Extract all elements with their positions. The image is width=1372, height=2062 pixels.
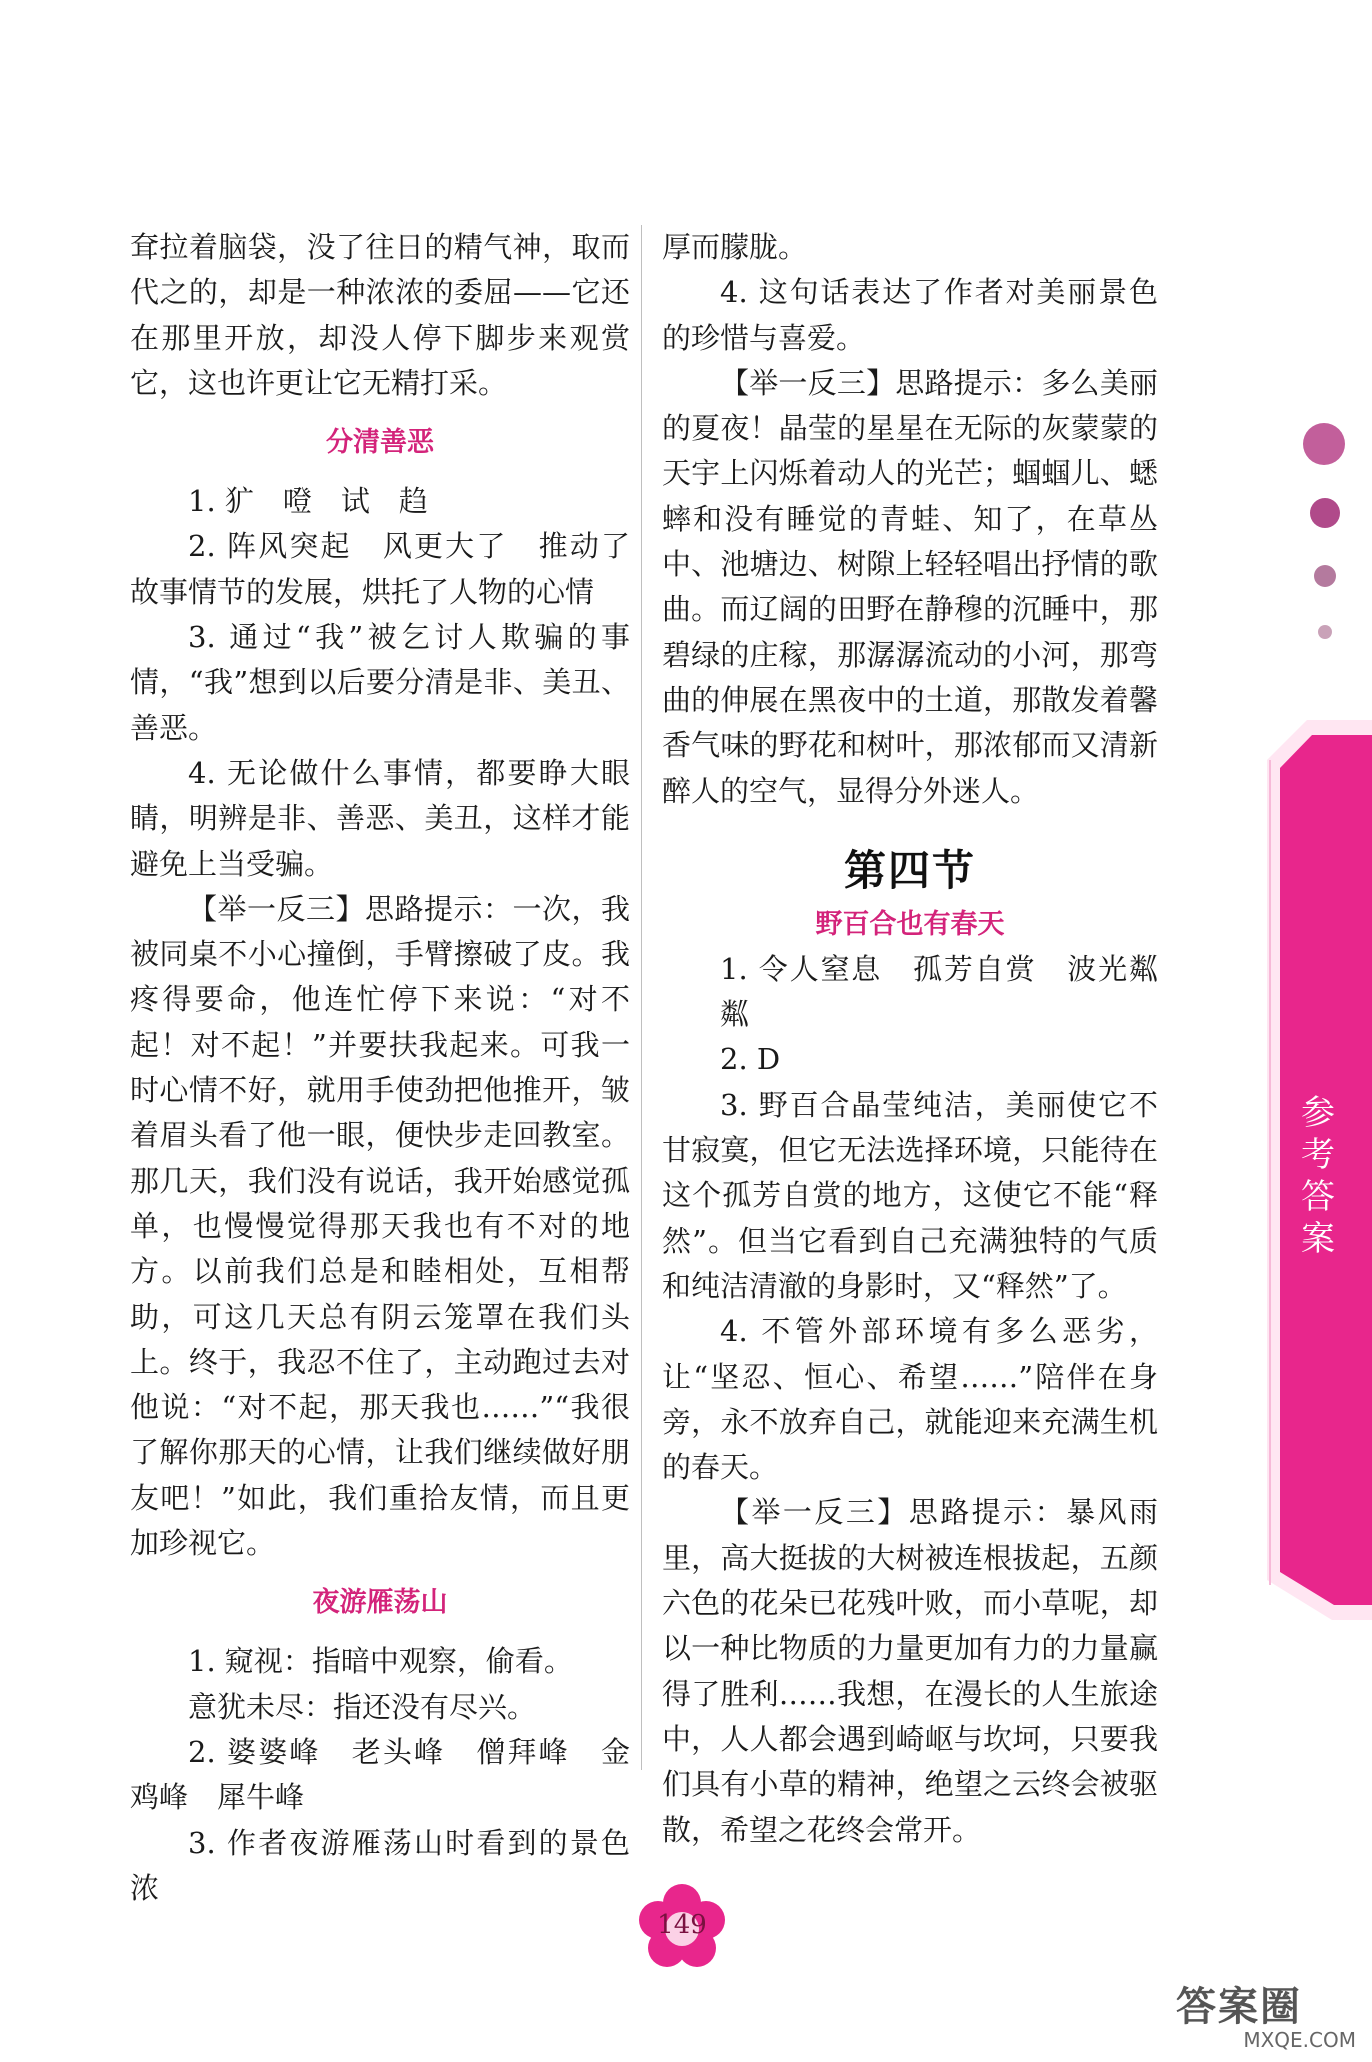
answer-item: 1. 令人窒息 孤芳自赏 波光粼粼 — [720, 951, 1158, 1032]
left-column — [130, 225, 630, 1911]
answer-item: 1. 犷 噔 试 趋 — [188, 484, 428, 519]
decor-dot-4 — [1318, 625, 1332, 639]
paragraph: 厚而朦胧。 — [662, 230, 808, 264]
side-decoration — [1212, 0, 1372, 2062]
paragraph: 耷拉着脑袋，没了往日的精气神，取而代之的，却是一种浓浓的委屈——它还在那里开放，却没人停下脚步来观赏它，这也许更让它无精打采。 — [130, 230, 630, 400]
answer-item: 1. 窥视：指暗中观察，偷看。 — [188, 1644, 573, 1679]
answer-item: 【举一反三】思路提示：一次，我被同桌不小心撞倒，手臂擦破了皮。我疼得要命，他连忙停下来说：“对不起！对不起！”并要扶我起来。可我一时心情不好，就用手使劲把他推开，皱着眉头看了他一眼，便快步走回教室。那几天，我们没有说话，我开始感觉孤单，也慢慢觉得那天我也有不对的地方。以前我们总是和睦相处，互相帮助，可这几天总有阴云笼罩在我们头上。终于，我忍不住了，主动跑过去对他说：“对不起，那天我也……”“我很了解你那天的心情，让我们继续做好朋友吧！”如此，我们重拾友情，而且更加珍视它。 — [130, 891, 630, 1561]
watermark — [1176, 1985, 1366, 2051]
answer-item: 2. D — [720, 1042, 781, 1077]
subheading: 夜游雁荡山 — [312, 1587, 448, 1619]
answer-item: 【举一反三】思路提示：暴风雨里，高大挺拔的大树被连根拔起，五颜六色的花朵已花残叶败，而小草呢，却以一种比物质的力量更加有力的力量赢得了胜利……我想，在漫长的人生旅途中，人人都会遇到崎岖与坎坷，只要我们具有小草的精神，绝望之云终会被驱散，希望之花终会常开。 — [662, 1495, 1158, 1847]
decor-dot-2 — [1310, 498, 1340, 528]
answer-item: 4. 无论做什么事情，都要睁大眼睛，明辨是非、善恶、美丑，这样才能避免上当受骗。 — [130, 755, 630, 881]
spacer — [130, 465, 630, 479]
answer-item: 2. 阵风突起 风更大了 推动了故事情节的发展，烘托了人物的心情 — [130, 529, 630, 609]
decor-dot-3 — [1314, 565, 1336, 587]
column-divider — [641, 225, 642, 1770]
answer-item: 4. 不管外部环境有多么恶劣，让“坚忍、恒心、希望……”陪伴在身旁，永不放弃自己，就能迎来充满生机的春天。 — [662, 1314, 1158, 1485]
subheading: 分清善恶 — [326, 427, 434, 459]
answer-item: 3. 野百合晶莹纯洁，美丽使它不甘寂寞，但它无法选择环境，只能待在这个孤芳自赏的地方，这使它不能“释然”。但当它看到自己充满独特的气质和纯洁清澈的身影时，又“释然”了。 — [662, 1087, 1158, 1303]
answer-item: 3. 通过“我”被乞讨人欺骗的事情，“我”想到以后要分清是非、美丑、善恶。 — [130, 620, 630, 745]
spacer — [130, 1566, 630, 1580]
watermark-logo: 答案圈 — [1176, 1984, 1302, 2030]
spacer — [662, 814, 1158, 840]
decor-dot-1 — [1303, 423, 1345, 465]
section-title: 第四节 — [843, 845, 976, 895]
answer-item: 4. 这句话表达了作者对美丽景色的珍惜与喜爱。 — [662, 275, 1158, 355]
page-number: 149 — [657, 1910, 707, 1940]
right-column — [662, 225, 1158, 1853]
subheading: 野百合也有春天 — [815, 908, 1005, 940]
answer-item: 【举一反三】思路提示：多么美丽的夏夜！晶莹的星星在无际的灰蒙蒙的天宇上闪烁着动人的光芒；蝈蝈儿、蟋蟀和没有睡觉的青蛙、知了，在草丛中、池塘边、树隙上轻轻唱出抒情的歌曲。而辽阔的田野在静穆的沉睡中，那碧绿的庄稼，那潺潺流动的小河，那弯曲的伸展在黑夜中的土道，那散发着馨香气味的野花和树叶，那浓郁而又清新醉人的空气，显得分外迷人。 — [662, 365, 1158, 808]
answer-item: 2. 婆婆峰 老头峰 僧拜峰 金鸡峰 犀牛峰 — [130, 1734, 630, 1815]
side-label: 参考答案 — [1301, 1093, 1335, 1259]
answer-item: 3. 作者夜游雁荡山时看到的景色浓 — [130, 1825, 630, 1905]
answer-item: 意犹未尽：指还没有尽兴。 — [188, 1689, 537, 1724]
watermark-url: MXQE.COM — [1243, 2028, 1356, 2052]
spacer — [130, 1625, 630, 1639]
spacer — [130, 406, 630, 420]
